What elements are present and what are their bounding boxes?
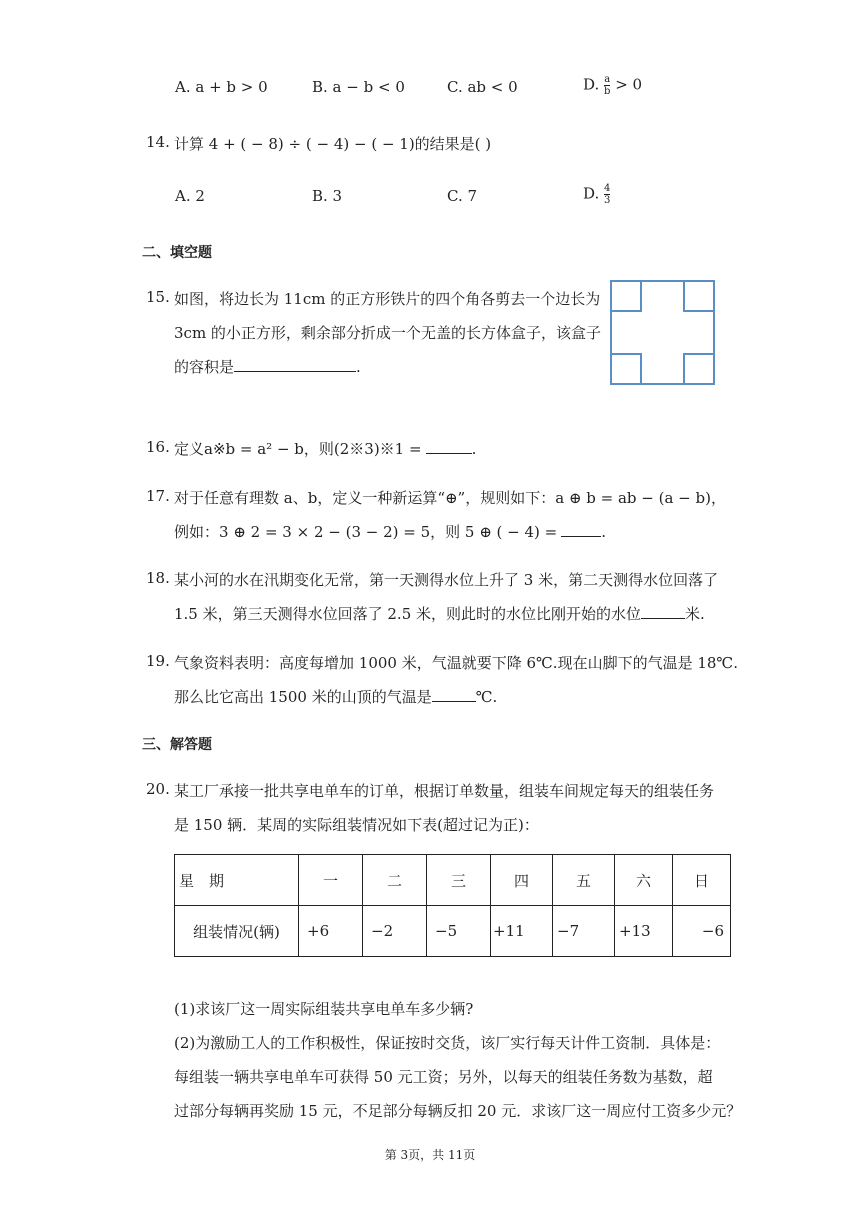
table-cell: +13	[615, 906, 673, 957]
answer-blank[interactable]	[426, 439, 472, 454]
q20-sub-2-line-1: (2)为激励工人的工作积极性，保证按时交货，该厂实行每天计件工资制．具体是：	[174, 1034, 721, 1052]
answer-blank[interactable]	[561, 522, 601, 537]
table-cell: 五	[553, 855, 615, 906]
table-cell: 日	[673, 855, 731, 906]
q13-option-b: B. a − b < 0	[312, 78, 405, 96]
q17-line-2	[174, 521, 606, 542]
q14-option-d	[583, 183, 610, 206]
table-cell: +11	[491, 906, 553, 957]
q19-line-2	[174, 686, 497, 707]
q15-line-1: 如图，将边长为 11cm 的正方形铁片的四个角各剪去一个边长为	[174, 290, 601, 308]
q17-end: .	[601, 523, 607, 541]
assembly-table	[174, 854, 731, 957]
table-cell: −5	[427, 906, 491, 957]
q18-end: 米.	[685, 605, 705, 623]
q15-line-2: 3cm 的小正方形，剩余部分折成一个无盖的长方体盒子，该盒子	[174, 324, 601, 342]
q13-option-d-rest: > 0	[610, 75, 643, 94]
q14-option-a: A. 2	[175, 187, 205, 205]
q17-line-2-text: 例如：3 ⊕ 2 = 3 × 2 − (3 − 2) = 5，则 5 ⊕ ( − 4) =	[174, 523, 558, 541]
corner-square-bottom-right	[684, 354, 714, 384]
q14-option-d-label: D.	[583, 184, 600, 203]
page-footer: 第 3页，共 11页	[384, 1148, 476, 1162]
q17-line-1: 对于任意有理数 a、b，定义一种新运算“⊕”，规则如下：a ⊕ b = ab − (a − b)，	[174, 489, 726, 507]
q20-sub-2-line-2: 每组装一辆共享电单车可获得 50 元工资；另外，以每天的组装任务数为基数，超	[174, 1068, 713, 1086]
table-cell: 六	[615, 855, 673, 906]
answer-blank[interactable]	[234, 357, 356, 372]
q19-end: ℃.	[475, 688, 498, 706]
table-cell: 组装情况(辆)	[175, 906, 299, 957]
q16-line	[174, 438, 476, 459]
table-row	[175, 906, 731, 957]
q14-option-b: B. 3	[312, 187, 343, 205]
q20-number: 20.	[146, 780, 170, 798]
table-cell: −6	[673, 906, 731, 957]
outer-square	[611, 281, 714, 384]
q20-sub-1: (1)求该厂这一周实际组装共享电单车多少辆?	[174, 1000, 474, 1018]
q14-option-d-fraction	[604, 183, 610, 206]
fraction-numerator: a	[604, 74, 611, 85]
section-heading-fill-in: 二、填空题	[142, 245, 212, 261]
table-cell: +6	[299, 906, 363, 957]
q20-sub-2-line-3: 过部分每辆再奖励 15 元，不足部分每辆反扣 20 元．求该厂这一周应付工资多少元？	[174, 1102, 742, 1120]
table-cell: 四	[491, 855, 553, 906]
q15-line-3-text: 的容积是	[174, 358, 235, 376]
q13-option-c: C. ab < 0	[447, 78, 518, 96]
q19-number: 19.	[146, 652, 170, 670]
q16-text: 定义a※b = a² − b，则(2※3)※1 =	[174, 440, 422, 458]
table-cell: 三	[427, 855, 491, 906]
answer-blank[interactable]	[432, 687, 476, 702]
table-header-row	[175, 855, 731, 906]
q19-line-1: 气象资料表明：高度每增加 1000 米，气温就要下降 6℃.现在山脚下的气温是 18℃.	[174, 654, 738, 672]
q19-line-2-text: 那么比它高出 1500 米的山顶的气温是	[174, 688, 432, 706]
corner-square-top-right	[684, 281, 714, 311]
answer-blank[interactable]	[641, 604, 685, 619]
q18-number: 18.	[146, 569, 170, 587]
fraction-numerator: 4	[604, 183, 611, 194]
corner-square-top-left	[611, 281, 641, 311]
fraction-denominator: b	[604, 86, 611, 97]
corner-square-bottom-left	[611, 354, 641, 384]
q20-line-1: 某工厂承接一批共享电单车的订单，根据订单数量，组装车间规定每天的组装任务	[174, 782, 715, 800]
q15-line-3-end: .	[356, 358, 361, 376]
q18-line-2	[174, 603, 705, 624]
q14-text: 计算 4 + ( − 8) ÷ ( − 4) − ( − 1)的结果是( )	[174, 135, 492, 153]
fraction-denominator: 3	[604, 195, 611, 206]
table-cell: 一	[299, 855, 363, 906]
q20-line-2: 是 150 辆．某周的实际组装情况如下表(超过记为正)：	[174, 816, 539, 834]
q15-line-3	[174, 356, 361, 377]
q18-line-1: 某小河的水在汛期变化无常，第一天测得水位上升了 3 米，第二天测得水位回落了	[174, 571, 719, 589]
table-cell: −7	[553, 906, 615, 957]
cut-corners-square-figure	[610, 280, 716, 386]
q13-option-d-label: D.	[583, 75, 600, 94]
q15-number: 15.	[146, 288, 170, 306]
section-heading-solve: 三、解答题	[142, 737, 212, 753]
q13-option-a: A. a + b > 0	[175, 78, 268, 96]
q13-option-d	[583, 74, 642, 97]
q16-number: 16.	[146, 438, 170, 456]
q17-number: 17.	[146, 487, 170, 505]
table-cell: 二	[363, 855, 427, 906]
q18-line-2-text: 1.5 米，第三天测得水位回落了 2.5 米，则此时的水位比刚开始的水位	[174, 605, 642, 623]
q16-end: .	[471, 440, 477, 458]
table-cell: −2	[363, 906, 427, 957]
q14-number: 14.	[146, 133, 170, 151]
table-cell: 星 期	[175, 855, 299, 906]
q14-option-c: C. 7	[447, 187, 478, 205]
